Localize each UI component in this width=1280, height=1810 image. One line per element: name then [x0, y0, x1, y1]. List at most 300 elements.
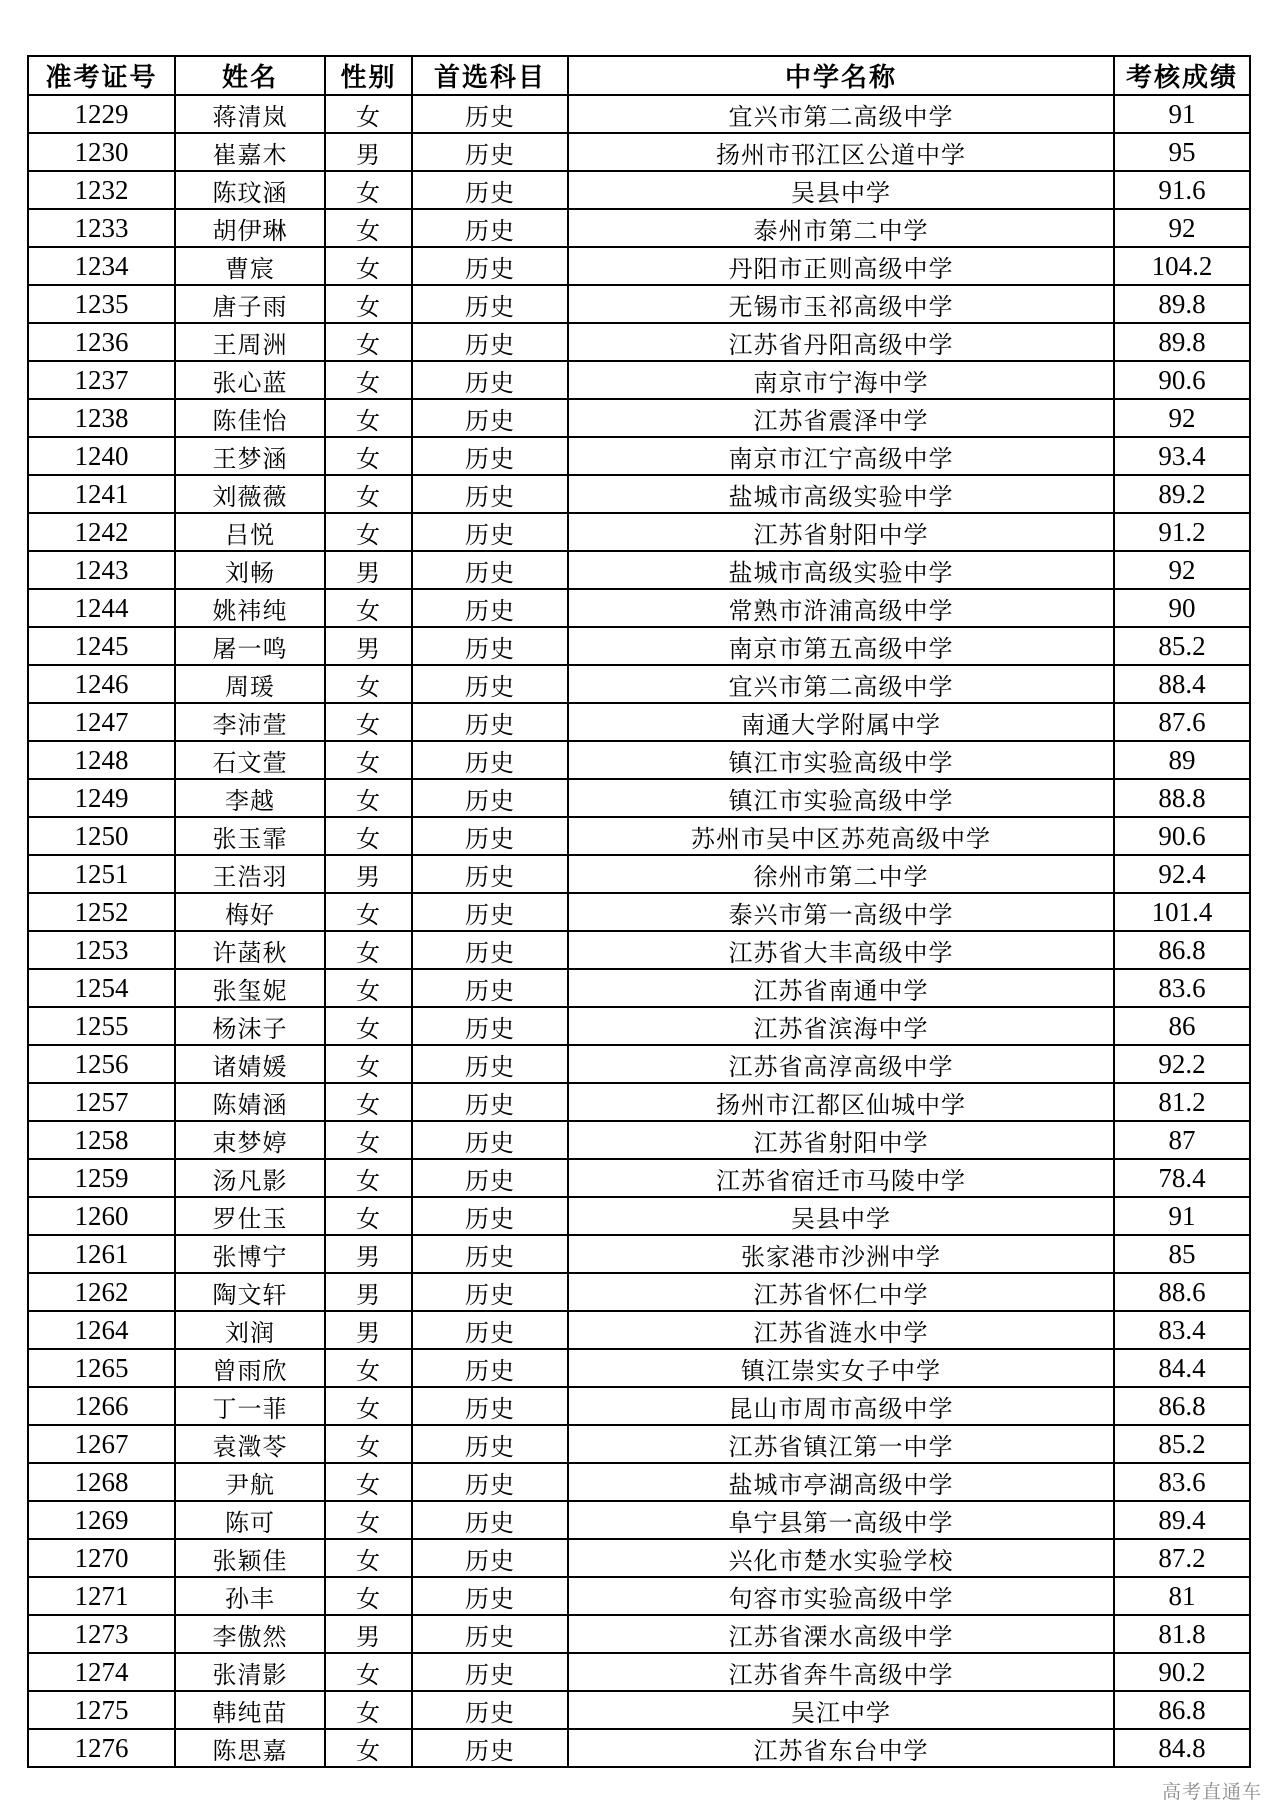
subject-cell: 历史 [412, 361, 568, 399]
school-cell: 江苏省镇江第一中学 [568, 1425, 1114, 1463]
score-cell: 85 [1114, 1235, 1250, 1273]
subject-cell: 历史 [412, 1387, 568, 1425]
table-row [28, 665, 1250, 703]
school-cell: 徐州市第二中学 [568, 855, 1114, 893]
subject-cell: 历史 [412, 1083, 568, 1121]
table-row [28, 969, 1250, 1007]
name-cell: 曹宸 [175, 247, 325, 285]
exam-id-cell: 1244 [28, 589, 175, 627]
school-cell: 江苏省大丰高级中学 [568, 931, 1114, 969]
subject-cell: 历史 [412, 133, 568, 171]
gender-cell: 女 [325, 1121, 412, 1159]
exam-id-cell: 1253 [28, 931, 175, 969]
exam-id-cell: 1251 [28, 855, 175, 893]
name-cell: 诸婧媛 [175, 1045, 325, 1083]
table-row [28, 1463, 1250, 1501]
name-cell: 周瑗 [175, 665, 325, 703]
subject-cell: 历史 [412, 855, 568, 893]
header-score: 考核成绩 [1114, 56, 1250, 95]
subject-cell: 历史 [412, 171, 568, 209]
name-cell: 蒋清岚 [175, 95, 325, 133]
exam-id-cell: 1264 [28, 1311, 175, 1349]
gender-cell: 女 [325, 247, 412, 285]
school-cell: 阜宁县第一高级中学 [568, 1501, 1114, 1539]
school-cell: 南京市宁海中学 [568, 361, 1114, 399]
gender-cell: 女 [325, 209, 412, 247]
table-row [28, 1311, 1250, 1349]
score-cell: 83.6 [1114, 1463, 1250, 1501]
exam-id-cell: 1237 [28, 361, 175, 399]
name-cell: 李沛萱 [175, 703, 325, 741]
name-cell: 吕悦 [175, 513, 325, 551]
school-cell: 镇江崇实女子中学 [568, 1349, 1114, 1387]
gender-cell: 女 [325, 1691, 412, 1729]
score-cell: 93.4 [1114, 437, 1250, 475]
gender-cell: 女 [325, 1539, 412, 1577]
exam-id-cell: 1259 [28, 1159, 175, 1197]
gender-cell: 女 [325, 171, 412, 209]
name-cell: 屠一鸣 [175, 627, 325, 665]
exam-id-cell: 1252 [28, 893, 175, 931]
score-cell: 92.4 [1114, 855, 1250, 893]
gender-cell: 男 [325, 1273, 412, 1311]
score-cell: 90.2 [1114, 1653, 1250, 1691]
school-cell: 吴县中学 [568, 1197, 1114, 1235]
table-row [28, 1653, 1250, 1691]
exam-id-cell: 1229 [28, 95, 175, 133]
subject-cell: 历史 [412, 1311, 568, 1349]
score-cell: 85.2 [1114, 627, 1250, 665]
header-name: 姓名 [175, 56, 325, 95]
score-cell: 91.2 [1114, 513, 1250, 551]
school-cell: 江苏省射阳中学 [568, 513, 1114, 551]
school-cell: 泰兴市第一高级中学 [568, 893, 1114, 931]
table-row [28, 399, 1250, 437]
subject-cell: 历史 [412, 627, 568, 665]
subject-cell: 历史 [412, 1425, 568, 1463]
exam-id-cell: 1268 [28, 1463, 175, 1501]
score-cell: 89.8 [1114, 285, 1250, 323]
name-cell: 杨沫子 [175, 1007, 325, 1045]
subject-cell: 历史 [412, 1121, 568, 1159]
school-cell: 南通大学附属中学 [568, 703, 1114, 741]
name-cell: 陈可 [175, 1501, 325, 1539]
school-cell: 江苏省奔牛高级中学 [568, 1653, 1114, 1691]
school-cell: 吴县中学 [568, 171, 1114, 209]
table-row [28, 1197, 1250, 1235]
score-cell: 88.6 [1114, 1273, 1250, 1311]
table-row [28, 285, 1250, 323]
school-cell: 盐城市高级实验中学 [568, 551, 1114, 589]
exam-id-cell: 1248 [28, 741, 175, 779]
gender-cell: 男 [325, 551, 412, 589]
exam-id-cell: 1275 [28, 1691, 175, 1729]
name-cell: 姚祎纯 [175, 589, 325, 627]
score-cell: 86.8 [1114, 1387, 1250, 1425]
name-cell: 崔嘉木 [175, 133, 325, 171]
results-sheet [27, 55, 1249, 1768]
gender-cell: 男 [325, 1615, 412, 1653]
score-cell: 81.8 [1114, 1615, 1250, 1653]
subject-cell: 历史 [412, 437, 568, 475]
school-cell: 江苏省溧水高级中学 [568, 1615, 1114, 1653]
gender-cell: 女 [325, 931, 412, 969]
table-row [28, 1539, 1250, 1577]
gender-cell: 女 [325, 95, 412, 133]
exam-id-cell: 1238 [28, 399, 175, 437]
school-cell: 扬州市邗江区公道中学 [568, 133, 1114, 171]
school-cell: 无锡市玉祁高级中学 [568, 285, 1114, 323]
exam-id-cell: 1246 [28, 665, 175, 703]
name-cell: 梅好 [175, 893, 325, 931]
school-cell: 南京市江宁高级中学 [568, 437, 1114, 475]
gender-cell: 女 [325, 1577, 412, 1615]
name-cell: 汤凡影 [175, 1159, 325, 1197]
subject-cell: 历史 [412, 931, 568, 969]
table-row [28, 95, 1250, 133]
score-cell: 92 [1114, 209, 1250, 247]
name-cell: 王浩羽 [175, 855, 325, 893]
gender-cell: 男 [325, 133, 412, 171]
table-row [28, 1691, 1250, 1729]
gender-cell: 女 [325, 1197, 412, 1235]
name-cell: 束梦婷 [175, 1121, 325, 1159]
name-cell: 王周洲 [175, 323, 325, 361]
score-cell: 81.2 [1114, 1083, 1250, 1121]
exam-id-cell: 1247 [28, 703, 175, 741]
name-cell: 丁一菲 [175, 1387, 325, 1425]
exam-id-cell: 1271 [28, 1577, 175, 1615]
watermark: 高考直通车 [1161, 1781, 1262, 1803]
exam-id-cell: 1243 [28, 551, 175, 589]
subject-cell: 历史 [412, 1045, 568, 1083]
exam-id-cell: 1260 [28, 1197, 175, 1235]
score-cell: 89.4 [1114, 1501, 1250, 1539]
name-cell: 刘薇薇 [175, 475, 325, 513]
table-body [28, 95, 1250, 1767]
exam-id-cell: 1233 [28, 209, 175, 247]
subject-cell: 历史 [412, 209, 568, 247]
header-row [28, 56, 1250, 95]
exam-id-cell: 1232 [28, 171, 175, 209]
subject-cell: 历史 [412, 703, 568, 741]
score-cell: 101.4 [1114, 893, 1250, 931]
name-cell: 陈思嘉 [175, 1729, 325, 1767]
table-row [28, 589, 1250, 627]
exam-id-cell: 1256 [28, 1045, 175, 1083]
table-row [28, 513, 1250, 551]
gender-cell: 女 [325, 361, 412, 399]
gender-cell: 女 [325, 1425, 412, 1463]
subject-cell: 历史 [412, 589, 568, 627]
name-cell: 唐子雨 [175, 285, 325, 323]
table-row [28, 703, 1250, 741]
name-cell: 罗仕玉 [175, 1197, 325, 1235]
score-cell: 85.2 [1114, 1425, 1250, 1463]
subject-cell: 历史 [412, 1501, 568, 1539]
school-cell: 丹阳市正则高级中学 [568, 247, 1114, 285]
score-cell: 89.2 [1114, 475, 1250, 513]
name-cell: 张玺妮 [175, 969, 325, 1007]
table-row [28, 817, 1250, 855]
exam-id-cell: 1276 [28, 1729, 175, 1767]
name-cell: 李越 [175, 779, 325, 817]
header-exam-id: 准考证号 [28, 56, 175, 95]
exam-id-cell: 1273 [28, 1615, 175, 1653]
name-cell: 张颖佳 [175, 1539, 325, 1577]
exam-id-cell: 1235 [28, 285, 175, 323]
score-cell: 90.6 [1114, 361, 1250, 399]
score-cell: 91 [1114, 1197, 1250, 1235]
school-cell: 扬州市江都区仙城中学 [568, 1083, 1114, 1121]
subject-cell: 历史 [412, 1729, 568, 1767]
table-row [28, 931, 1250, 969]
gender-cell: 女 [325, 1007, 412, 1045]
gender-cell: 男 [325, 627, 412, 665]
subject-cell: 历史 [412, 779, 568, 817]
school-cell: 盐城市亭湖高级中学 [568, 1463, 1114, 1501]
exam-id-cell: 1267 [28, 1425, 175, 1463]
table-row [28, 361, 1250, 399]
table-row [28, 1007, 1250, 1045]
subject-cell: 历史 [412, 1349, 568, 1387]
score-cell: 89 [1114, 741, 1250, 779]
name-cell: 袁澂苓 [175, 1425, 325, 1463]
subject-cell: 历史 [412, 665, 568, 703]
name-cell: 刘畅 [175, 551, 325, 589]
gender-cell: 女 [325, 475, 412, 513]
school-cell: 昆山市周市高级中学 [568, 1387, 1114, 1425]
score-cell: 78.4 [1114, 1159, 1250, 1197]
table-row [28, 1501, 1250, 1539]
subject-cell: 历史 [412, 247, 568, 285]
gender-cell: 女 [325, 893, 412, 931]
score-cell: 83.6 [1114, 969, 1250, 1007]
exam-id-cell: 1269 [28, 1501, 175, 1539]
school-cell: 苏州市吴中区苏苑高级中学 [568, 817, 1114, 855]
table-row [28, 1159, 1250, 1197]
score-cell: 83.4 [1114, 1311, 1250, 1349]
gender-cell: 女 [325, 741, 412, 779]
exam-id-cell: 1265 [28, 1349, 175, 1387]
exam-id-cell: 1250 [28, 817, 175, 855]
exam-id-cell: 1257 [28, 1083, 175, 1121]
exam-id-cell: 1255 [28, 1007, 175, 1045]
score-cell: 87 [1114, 1121, 1250, 1159]
score-cell: 81 [1114, 1577, 1250, 1615]
gender-cell: 女 [325, 285, 412, 323]
name-cell: 李傲然 [175, 1615, 325, 1653]
exam-id-cell: 1230 [28, 133, 175, 171]
school-cell: 镇江市实验高级中学 [568, 741, 1114, 779]
score-cell: 90 [1114, 589, 1250, 627]
school-cell: 吴江中学 [568, 1691, 1114, 1729]
name-cell: 许菡秋 [175, 931, 325, 969]
subject-cell: 历史 [412, 95, 568, 133]
gender-cell: 女 [325, 589, 412, 627]
school-cell: 江苏省丹阳高级中学 [568, 323, 1114, 361]
subject-cell: 历史 [412, 1577, 568, 1615]
score-cell: 92.2 [1114, 1045, 1250, 1083]
school-cell: 江苏省南通中学 [568, 969, 1114, 1007]
name-cell: 曾雨欣 [175, 1349, 325, 1387]
exam-id-cell: 1261 [28, 1235, 175, 1273]
school-cell: 江苏省高淳高级中学 [568, 1045, 1114, 1083]
school-cell: 南京市第五高级中学 [568, 627, 1114, 665]
gender-cell: 女 [325, 1501, 412, 1539]
table-row [28, 1729, 1250, 1767]
score-cell: 89.8 [1114, 323, 1250, 361]
exam-id-cell: 1240 [28, 437, 175, 475]
table-row [28, 209, 1250, 247]
gender-cell: 女 [325, 1653, 412, 1691]
school-cell: 宜兴市第二高级中学 [568, 95, 1114, 133]
school-cell: 泰州市第二中学 [568, 209, 1114, 247]
school-cell: 江苏省射阳中学 [568, 1121, 1114, 1159]
gender-cell: 女 [325, 1387, 412, 1425]
score-cell: 92 [1114, 551, 1250, 589]
gender-cell: 女 [325, 399, 412, 437]
table-row [28, 1615, 1250, 1653]
gender-cell: 女 [325, 1729, 412, 1767]
table-row [28, 779, 1250, 817]
exam-id-cell: 1234 [28, 247, 175, 285]
score-cell: 86.8 [1114, 931, 1250, 969]
subject-cell: 历史 [412, 399, 568, 437]
score-cell: 88.8 [1114, 779, 1250, 817]
table-row [28, 1045, 1250, 1083]
table-row [28, 1387, 1250, 1425]
header-school: 中学名称 [568, 56, 1114, 95]
exam-id-cell: 1254 [28, 969, 175, 1007]
gender-cell: 女 [325, 1083, 412, 1121]
score-cell: 88.4 [1114, 665, 1250, 703]
name-cell: 张博宁 [175, 1235, 325, 1273]
table-row [28, 1121, 1250, 1159]
subject-cell: 历史 [412, 893, 568, 931]
gender-cell: 女 [325, 817, 412, 855]
subject-cell: 历史 [412, 1273, 568, 1311]
table-row [28, 475, 1250, 513]
name-cell: 尹航 [175, 1463, 325, 1501]
gender-cell: 女 [325, 665, 412, 703]
gender-cell: 男 [325, 1311, 412, 1349]
school-cell: 常熟市浒浦高级中学 [568, 589, 1114, 627]
subject-cell: 历史 [412, 323, 568, 361]
subject-cell: 历史 [412, 1159, 568, 1197]
name-cell: 刘润 [175, 1311, 325, 1349]
name-cell: 陈佳怡 [175, 399, 325, 437]
name-cell: 陶文轩 [175, 1273, 325, 1311]
gender-cell: 女 [325, 513, 412, 551]
table-row [28, 1425, 1250, 1463]
table-row [28, 247, 1250, 285]
subject-cell: 历史 [412, 1197, 568, 1235]
exam-id-cell: 1270 [28, 1539, 175, 1577]
table-row [28, 551, 1250, 589]
subject-cell: 历史 [412, 741, 568, 779]
name-cell: 韩纯苗 [175, 1691, 325, 1729]
score-cell: 95 [1114, 133, 1250, 171]
exam-id-cell: 1266 [28, 1387, 175, 1425]
score-cell: 92 [1114, 399, 1250, 437]
subject-cell: 历史 [412, 1615, 568, 1653]
school-cell: 江苏省震泽中学 [568, 399, 1114, 437]
exam-id-cell: 1258 [28, 1121, 175, 1159]
exam-id-cell: 1241 [28, 475, 175, 513]
school-cell: 兴化市楚水实验学校 [568, 1539, 1114, 1577]
subject-cell: 历史 [412, 969, 568, 1007]
subject-cell: 历史 [412, 1691, 568, 1729]
name-cell: 王梦涵 [175, 437, 325, 475]
score-cell: 90.6 [1114, 817, 1250, 855]
gender-cell: 男 [325, 1235, 412, 1273]
subject-cell: 历史 [412, 551, 568, 589]
school-cell: 句容市实验高级中学 [568, 1577, 1114, 1615]
table-row [28, 1235, 1250, 1273]
school-cell: 江苏省滨海中学 [568, 1007, 1114, 1045]
subject-cell: 历史 [412, 285, 568, 323]
gender-cell: 女 [325, 969, 412, 1007]
table-row [28, 323, 1250, 361]
score-cell: 87.6 [1114, 703, 1250, 741]
gender-cell: 女 [325, 1045, 412, 1083]
school-cell: 江苏省怀仁中学 [568, 1273, 1114, 1311]
subject-cell: 历史 [412, 1007, 568, 1045]
table-row [28, 437, 1250, 475]
table-row [28, 133, 1250, 171]
school-cell: 江苏省涟水中学 [568, 1311, 1114, 1349]
gender-cell: 男 [325, 855, 412, 893]
header-subject: 首选科目 [412, 56, 568, 95]
subject-cell: 历史 [412, 475, 568, 513]
school-cell: 江苏省东台中学 [568, 1729, 1114, 1767]
gender-cell: 女 [325, 1159, 412, 1197]
school-cell: 盐城市高级实验中学 [568, 475, 1114, 513]
gender-cell: 女 [325, 779, 412, 817]
score-cell: 104.2 [1114, 247, 1250, 285]
name-cell: 胡伊琳 [175, 209, 325, 247]
exam-id-cell: 1262 [28, 1273, 175, 1311]
gender-cell: 女 [325, 1349, 412, 1387]
subject-cell: 历史 [412, 1463, 568, 1501]
score-cell: 84.4 [1114, 1349, 1250, 1387]
header-gender: 性别 [325, 56, 412, 95]
subject-cell: 历史 [412, 513, 568, 551]
subject-cell: 历史 [412, 1653, 568, 1691]
name-cell: 张心蓝 [175, 361, 325, 399]
subject-cell: 历史 [412, 817, 568, 855]
name-cell: 石文萱 [175, 741, 325, 779]
exam-id-cell: 1274 [28, 1653, 175, 1691]
name-cell: 陈婧涵 [175, 1083, 325, 1121]
score-cell: 91 [1114, 95, 1250, 133]
score-cell: 87.2 [1114, 1539, 1250, 1577]
table-row [28, 893, 1250, 931]
school-cell: 江苏省宿迁市马陵中学 [568, 1159, 1114, 1197]
name-cell: 张玉霏 [175, 817, 325, 855]
school-cell: 宜兴市第二高级中学 [568, 665, 1114, 703]
subject-cell: 历史 [412, 1235, 568, 1273]
name-cell: 陈玟涵 [175, 171, 325, 209]
table-row [28, 855, 1250, 893]
table-row [28, 1349, 1250, 1387]
gender-cell: 女 [325, 323, 412, 361]
score-cell: 91.6 [1114, 171, 1250, 209]
score-cell: 84.8 [1114, 1729, 1250, 1767]
table-row [28, 1083, 1250, 1121]
name-cell: 张清影 [175, 1653, 325, 1691]
